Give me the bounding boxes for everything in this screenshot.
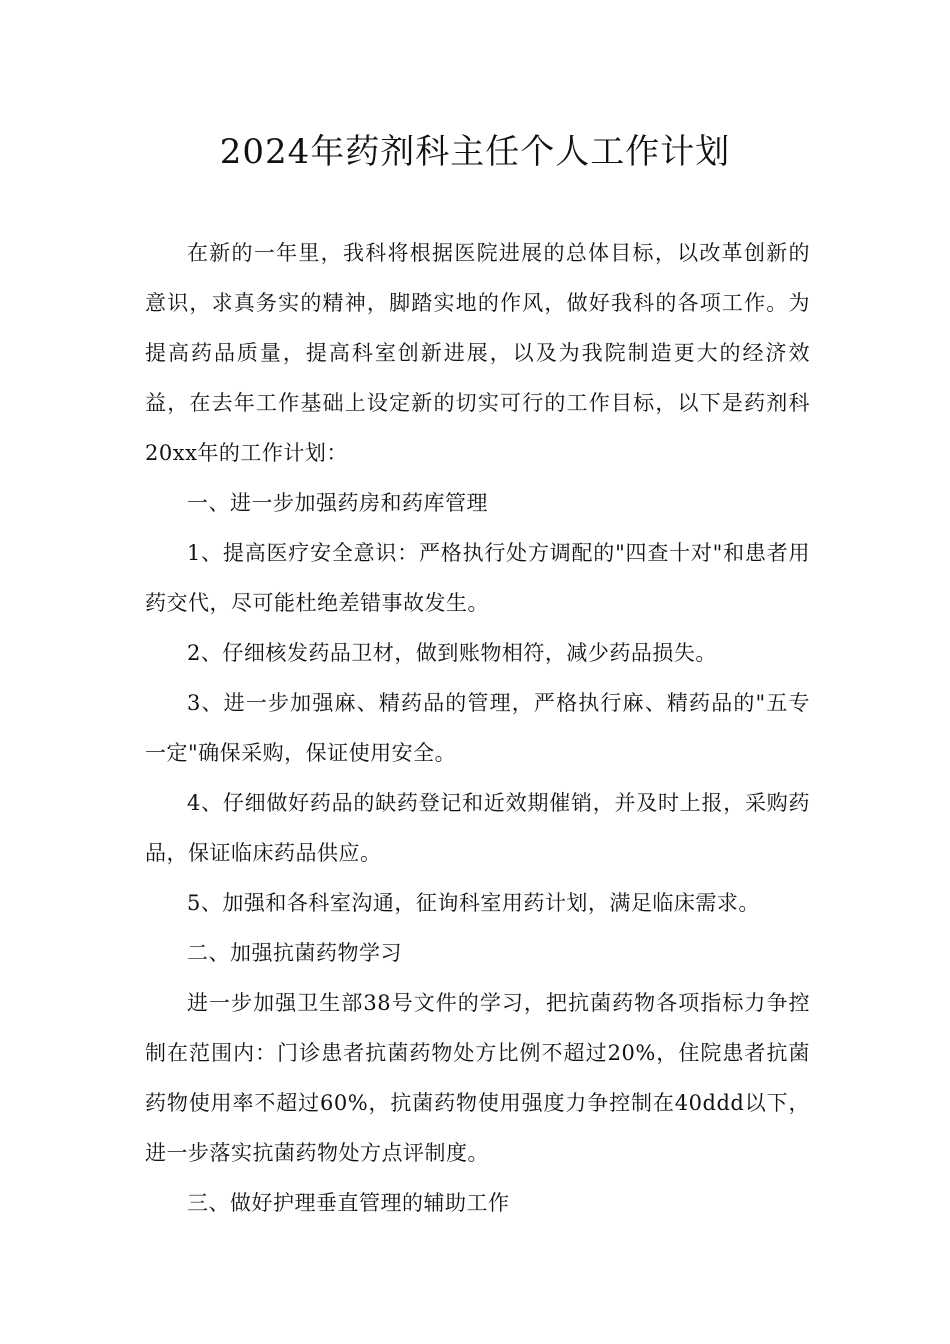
document-title: 2024年药剂科主任个人工作计划 [219,132,731,172]
item-paragraph-5: 5、加强和各科室沟通，征询科室用药计划，满足临床需求。 [187,891,760,915]
item-paragraph-1: 1、提高医疗安全意识：严格执行处方调配的"四查十对"和患者用药交代，尽可能杜绝差错事故发生。 [145,541,810,615]
item-paragraph-2: 2、仔细核发药品卫材，做到账物相符，减少药品损失。 [187,641,717,665]
intro-paragraph: 在新的一年里，我科将根据医院进展的总体目标，以改革创新的意识，求真务实的精神，脚踏实地的作风，做好我科的各项工作。为提高药品质量，提高科室创新进展，以及为我院制造更大的经济效益，在去年工作基础上设定新的切实可行的工作目标，以下是药剂科20xx年的工作计划： [145,241,810,465]
antibiotic-paragraph: 进一步加强卫生部38号文件的学习，把抗菌药物各项指标力争控制在范围内：门诊患者抗菌药物处方比例不超过20%，住院患者抗菌药物使用率不超过60%，抗菌药物使用强度力争控制在40ddd以下，进一步落实抗菌药物处方点评制度。 [145,991,810,1165]
item-paragraph-4: 4、仔细做好药品的缺药登记和近效期催销，并及时上报，采购药品，保证临床药品供应。 [145,791,810,865]
section-heading-1: 一、进一步加强药房和药库管理 [187,491,488,515]
document-body [145,228,810,1228]
section-heading-3: 三、做好护理垂直管理的辅助工作 [187,1191,510,1215]
section-heading-2: 二、加强抗菌药物学习 [187,941,402,965]
item-paragraph-3: 3、进一步加强麻、精药品的管理，严格执行麻、精药品的"五专一定"确保采购，保证使用安全。 [145,691,810,765]
